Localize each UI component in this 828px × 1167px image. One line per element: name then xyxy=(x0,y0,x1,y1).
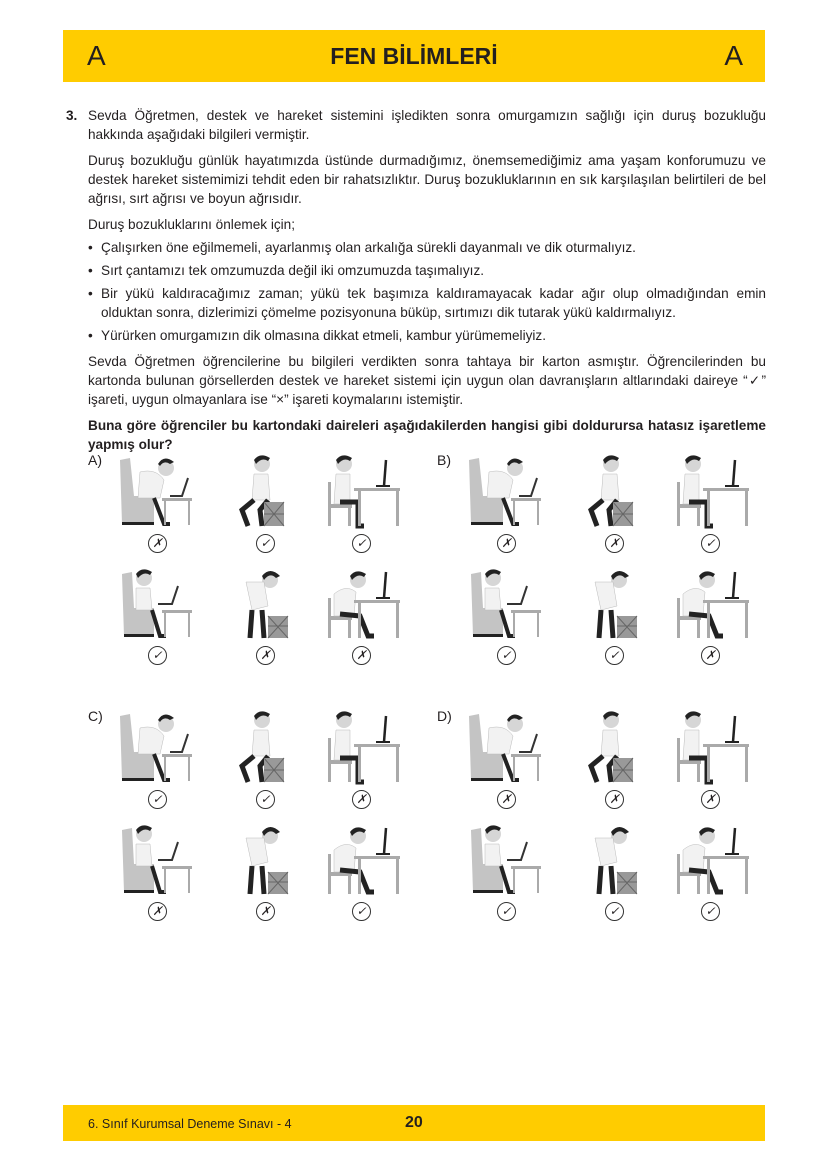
page-number: 20 xyxy=(405,1114,423,1131)
posture-card xyxy=(565,708,661,818)
posture-card xyxy=(457,708,553,818)
answer-mark-circle: ✓ xyxy=(352,902,371,921)
squat-lifting-illustration xyxy=(224,452,308,532)
option-label: A) xyxy=(88,452,102,468)
answer-mark-circle: ✓ xyxy=(605,646,624,665)
posture-card xyxy=(216,820,312,930)
option-label: B) xyxy=(437,452,451,468)
list-item: • Sırt çantamızı tek omzumuzda değil iki omzumuzda taşımalıyız. xyxy=(88,261,766,280)
posture-card xyxy=(216,564,312,674)
posture-card xyxy=(216,452,312,562)
posture-card xyxy=(108,708,204,818)
answer-mark-circle: ✗ xyxy=(256,902,275,921)
booklet-type-right: A xyxy=(724,40,743,71)
armchair-upright-illustration xyxy=(116,564,200,644)
answer-mark-circle: ✗ xyxy=(701,646,720,665)
squat-lifting-illustration xyxy=(573,708,657,788)
answer-mark-circle: ✓ xyxy=(256,790,275,809)
bent-lifting-illustration xyxy=(573,564,657,644)
armchair-upright-illustration xyxy=(465,820,549,900)
posture-card xyxy=(108,452,204,562)
posture-card xyxy=(312,708,408,818)
list-intro: Duruş bozukluklarını önlemek için; xyxy=(88,217,296,232)
question-stem: Buna göre öğrenciler bu kartondaki daireleri aşağıdakilerden hangisi gibi doldurursa hatasız işaretleme yapmış olur? xyxy=(88,418,766,452)
posture-card xyxy=(661,820,757,930)
posture-card xyxy=(661,708,757,818)
answer-mark-circle: ✓ xyxy=(352,534,371,553)
answer-mark-circle: ✓ xyxy=(497,646,516,665)
posture-card xyxy=(216,708,312,818)
answer-mark-circle: ✗ xyxy=(256,646,275,665)
option-c[interactable] xyxy=(88,708,418,933)
list-item: • Çalışırken öne eğilmemeli, ayarlanmış olan arkalığa sürekli dayanmalı ve dik oturmalıyız. xyxy=(88,238,766,257)
desk-slouching-illustration xyxy=(320,564,404,644)
desk-slouching-illustration xyxy=(669,564,753,644)
answer-mark-circle: ✗ xyxy=(352,790,371,809)
question-paragraph-1: Duruş bozukluğu günlük hayatımızda üstünde durmadığımız, önemsemediğimiz ama yaşam konforumuzu ve destek hareket sistemimizi tehdit eden bir rahatsızlıktır. Duruş bozukluklarının en sık karşılaşılan belirtileri de bel ağrısı, sırt ağrısı ve boyun ağrısıdır. xyxy=(88,153,766,206)
option-b[interactable] xyxy=(437,452,767,677)
answer-mark-circle: ✗ xyxy=(605,790,624,809)
exam-name: 6. Sınıf Kurumsal Deneme Sınavı - 4 xyxy=(88,1117,292,1131)
prevention-list xyxy=(88,238,766,345)
booklet-type-left: A xyxy=(87,40,106,71)
question-paragraph-2: Sevda Öğretmen öğrencilerine bu bilgileri verdikten sonra tahtaya bir karton asmıştır. Öğrencilerinden bu kartonda bulunan görsellerden destek ve hareket sistemi için uygun olan davranışların altlarındaki daireye “✓” işareti, uygun olmayanlara ise “×” işareti koymalarını istemiştir. xyxy=(88,354,766,407)
question-3 xyxy=(66,106,766,461)
page-header xyxy=(63,30,765,82)
answer-mark-circle: ✓ xyxy=(497,902,516,921)
posture-card xyxy=(457,452,553,562)
desk-upright-illustration xyxy=(669,708,753,788)
posture-card xyxy=(565,820,661,930)
posture-card xyxy=(661,564,757,674)
desk-upright-illustration xyxy=(320,452,404,532)
desk-slouching-illustration xyxy=(320,820,404,900)
posture-card xyxy=(312,452,408,562)
option-label: D) xyxy=(437,708,452,724)
option-d[interactable] xyxy=(437,708,767,933)
posture-card xyxy=(108,820,204,930)
desk-upright-illustration xyxy=(669,452,753,532)
posture-card xyxy=(565,452,661,562)
answer-mark-circle: ✓ xyxy=(148,790,167,809)
armchair-upright-illustration xyxy=(116,820,200,900)
armchair-slouching-illustration xyxy=(116,708,200,788)
posture-card xyxy=(108,564,204,674)
answer-mark-circle: ✗ xyxy=(148,902,167,921)
posture-card xyxy=(312,564,408,674)
posture-card xyxy=(457,820,553,930)
answer-mark-circle: ✗ xyxy=(701,790,720,809)
answer-mark-circle: ✓ xyxy=(701,534,720,553)
answer-mark-circle: ✓ xyxy=(605,902,624,921)
answer-mark-circle: ✗ xyxy=(352,646,371,665)
answer-mark-circle: ✓ xyxy=(148,646,167,665)
answer-mark-circle: ✗ xyxy=(497,790,516,809)
armchair-slouching-illustration xyxy=(465,452,549,532)
list-item: • Yürürken omurgamızın dik olmasına dikkat etmeli, kambur yürümemeliyiz. xyxy=(88,326,766,345)
posture-card xyxy=(565,564,661,674)
answer-mark-circle: ✗ xyxy=(148,534,167,553)
armchair-upright-illustration xyxy=(465,564,549,644)
desk-upright-illustration xyxy=(320,708,404,788)
squat-lifting-illustration xyxy=(224,708,308,788)
answer-mark-circle: ✗ xyxy=(605,534,624,553)
question-intro: Sevda Öğretmen, destek ve hareket sistemini işledikten sonra omurgamızın sağlığı için duruş bozukluğu hakkında aşağıdaki bilgileri vermiştir. xyxy=(88,108,766,142)
bent-lifting-illustration xyxy=(224,820,308,900)
option-a[interactable] xyxy=(88,452,418,677)
posture-card xyxy=(312,820,408,930)
armchair-slouching-illustration xyxy=(116,452,200,532)
answer-mark-circle: ✓ xyxy=(701,902,720,921)
bent-lifting-illustration xyxy=(224,564,308,644)
bent-lifting-illustration xyxy=(573,820,657,900)
question-number: 3. xyxy=(66,108,78,123)
squat-lifting-illustration xyxy=(573,452,657,532)
answer-mark-circle: ✓ xyxy=(256,534,275,553)
list-item: • Bir yükü kaldıracağımız zaman; yükü tek başımıza kaldıramayacak kadar ağır olup olmadığından emin olduktan sonra, dizlerimizi çömelme pozisyonuna büküp, sırtımızı dik tutarak yükü kaldırmalıyız. xyxy=(88,284,766,322)
option-label: C) xyxy=(88,708,103,724)
answer-mark-circle: ✗ xyxy=(497,534,516,553)
page-footer xyxy=(63,1105,765,1141)
desk-slouching-illustration xyxy=(669,820,753,900)
posture-card xyxy=(661,452,757,562)
armchair-slouching-illustration xyxy=(465,708,549,788)
posture-card xyxy=(457,564,553,674)
subject-title: FEN BİLİMLERİ xyxy=(330,43,498,69)
